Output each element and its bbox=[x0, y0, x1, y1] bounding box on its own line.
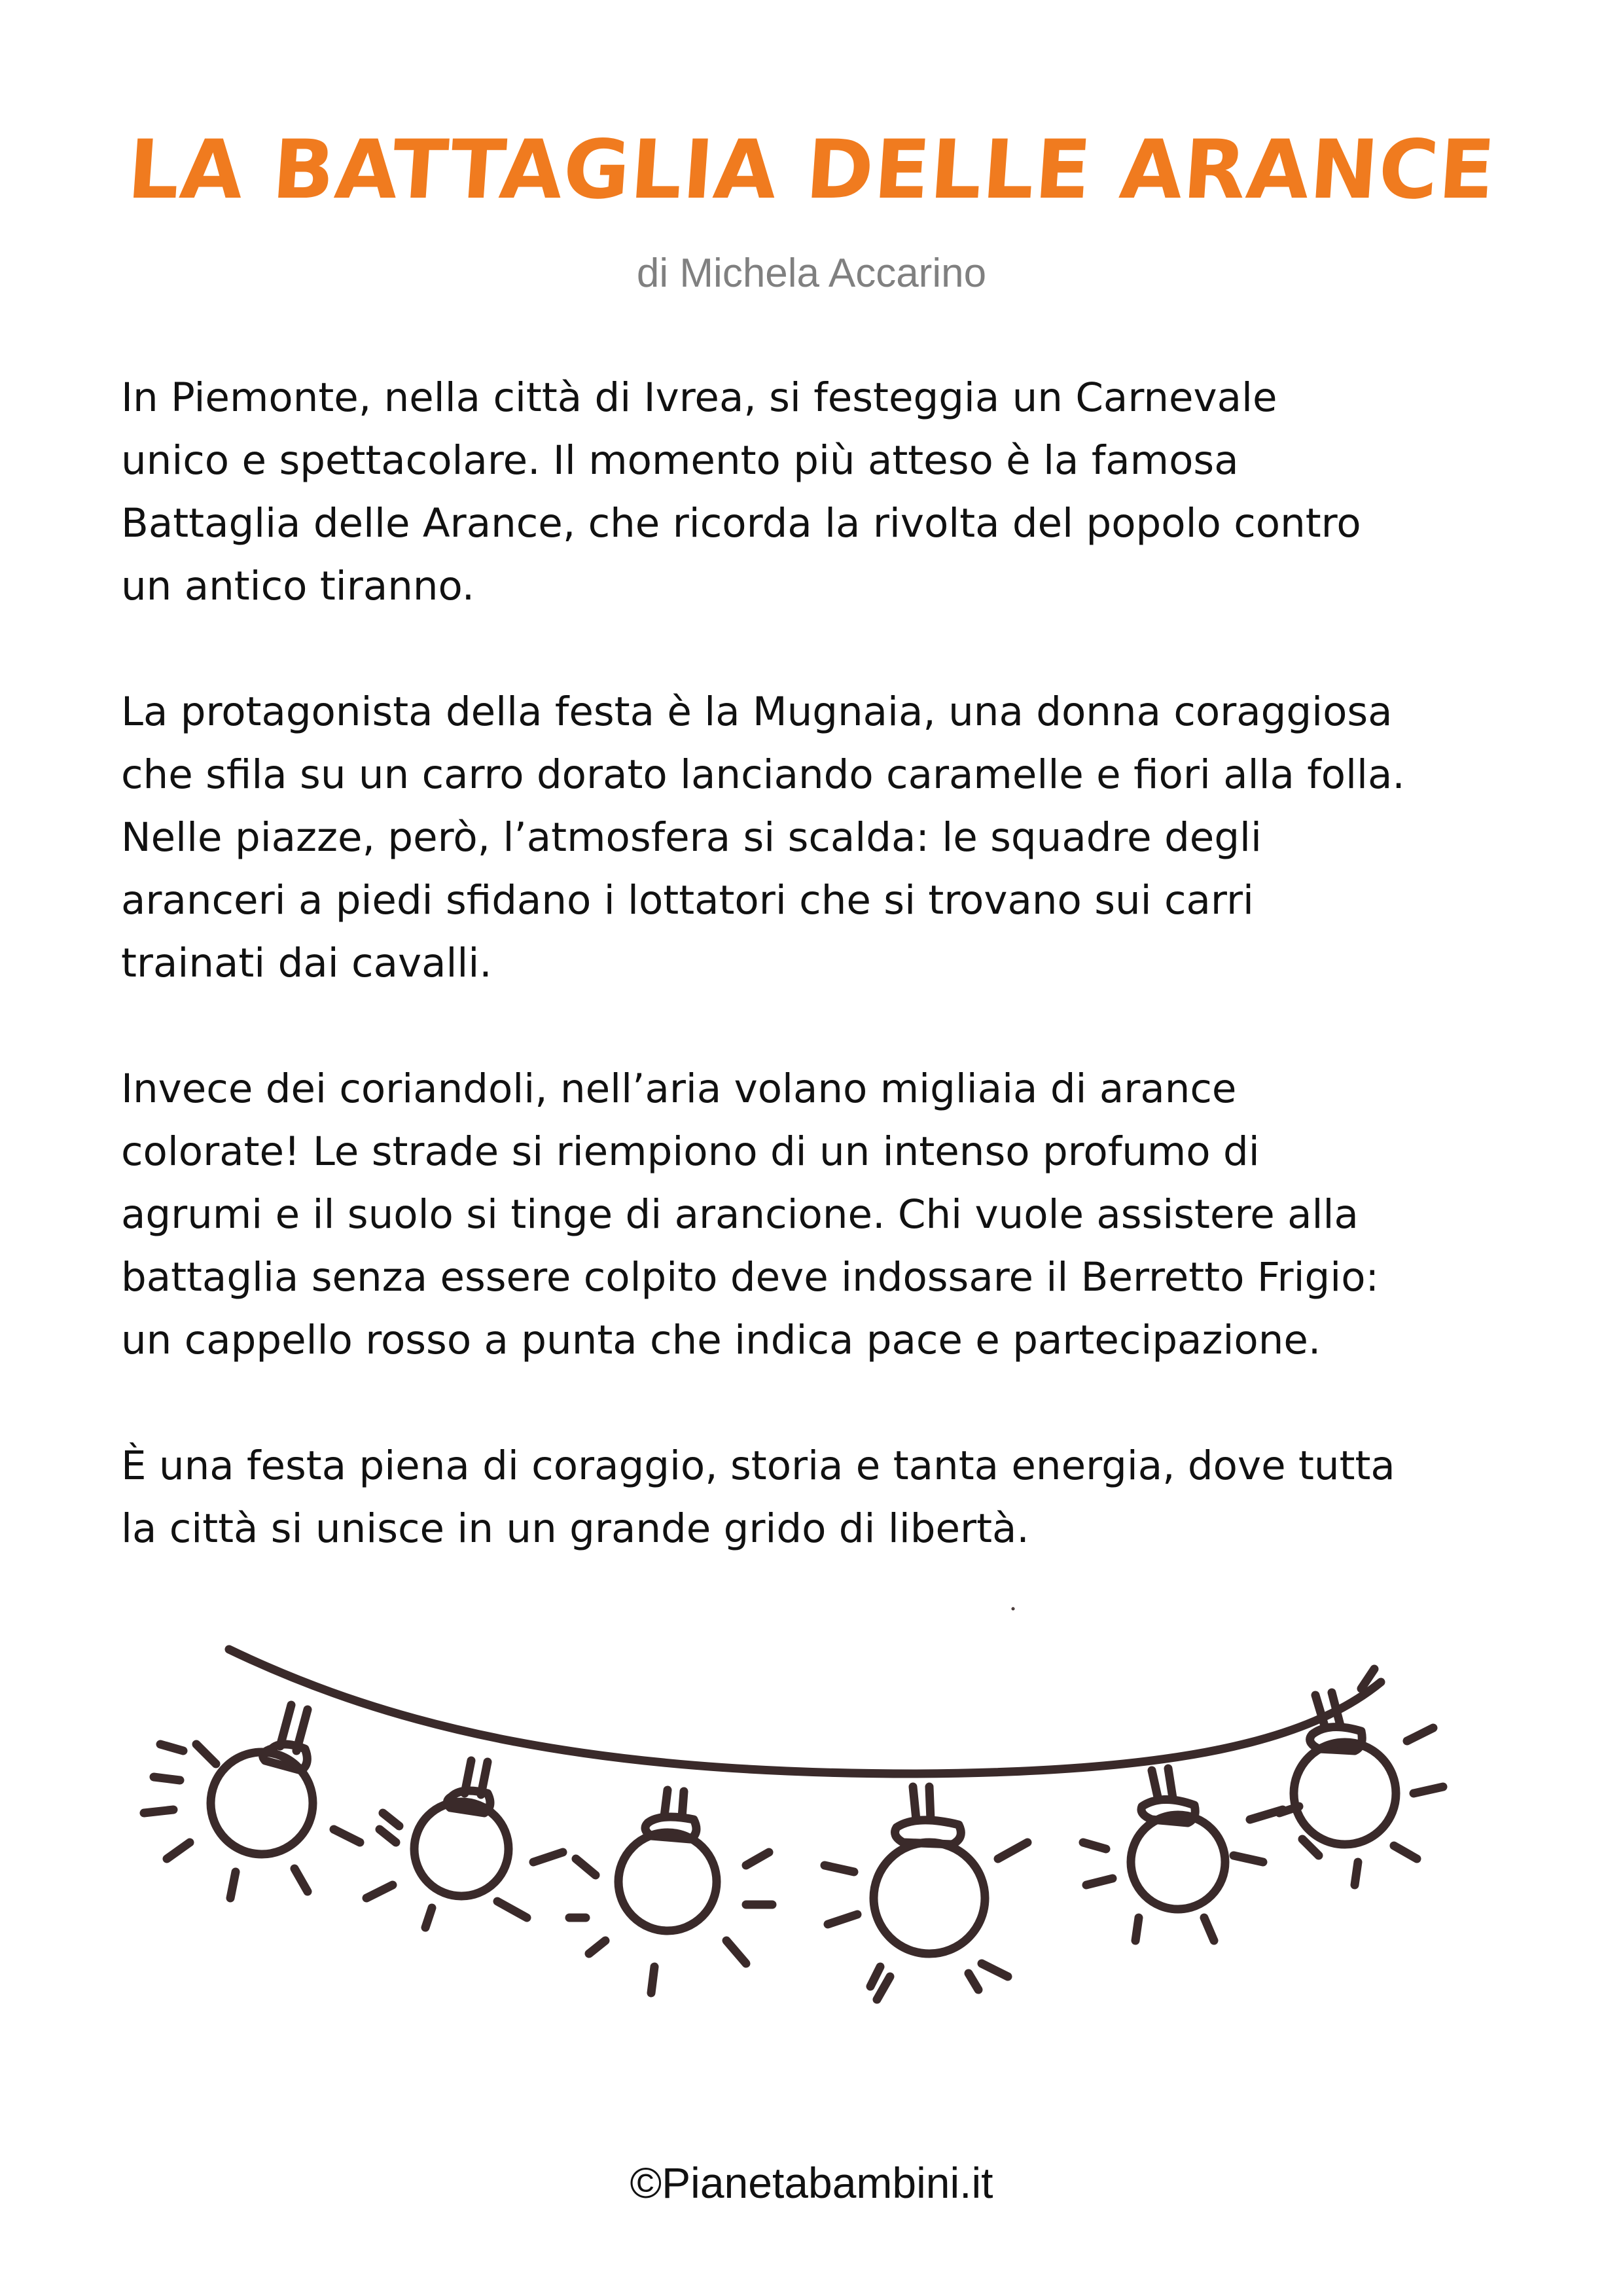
garland-wire bbox=[229, 1649, 1381, 1774]
page-title: LA BATTAGLIA DELLE ARANCE bbox=[124, 123, 1499, 217]
bulb-1-icon bbox=[144, 1705, 360, 1898]
paragraph-1: In Piemonte, nella città di Ivrea, si festeggia un Carnevale unico e spettacolare. Il momento più atteso è la famosa Battaglia delle Arance, che ricorda la rivolta del popolo contro un antico tiranno. bbox=[121, 374, 1361, 609]
footer-copyright: ©Pianetabambini.it bbox=[630, 2159, 993, 2207]
bulb-4-icon bbox=[825, 1787, 1027, 2000]
bulb-5-icon bbox=[1083, 1768, 1283, 1941]
bulb-2-icon bbox=[366, 1761, 563, 1928]
bulb-3-icon bbox=[569, 1790, 772, 1993]
story-text bbox=[121, 367, 1535, 1560]
paragraph-4: È una festa piena di coraggio, storia e tanta energia, dove tutta la città si unisce in un grande grido di libertà. bbox=[121, 1443, 1395, 1552]
light-bulb-garland-icon bbox=[0, 1597, 1623, 2055]
paragraph-3: Invece dei coriandoli, nell’aria volano migliaia di arance colorate! Le strade si riempiono di un intenso profumo di agrumi e il suolo si tinge di arancione. Chi vuole assistere alla battaglia senza essere colpito deve indossare il Berretto Frigio: un cappello rosso a punta che indica pace e partecipazione. bbox=[121, 1066, 1380, 1363]
author-byline: di Michela Accarino bbox=[636, 251, 987, 296]
paragraph-2: La protagonista della festa è la Mugnaia, una donna coraggiosa che sfila su un carro dorato lanciando caramelle e fiori alla folla. Nelle piazze, però, l’atmosfera si scalda: le squadre degli aranceri a piedi sfidano i lottatori che si trovano sui carri trainati dai cavalli. bbox=[121, 689, 1405, 986]
